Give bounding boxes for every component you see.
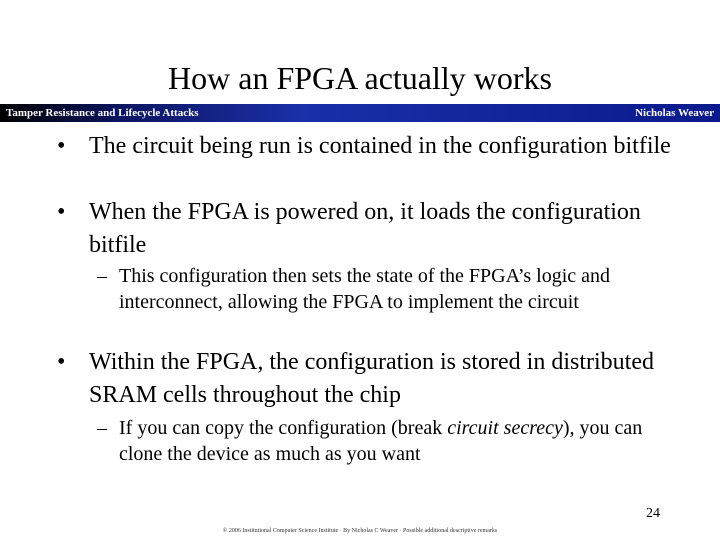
subbullet-text-before: If you can copy the configuration (break [119,417,448,439]
bullet-item-2 [57,196,677,262]
bullet-marker: • [57,133,66,159]
bullet-item-1 [57,130,677,163]
subbullet-text: This configuration then sets the state of the FPGA’s logic and interconnect, allowing the FPGA to implement the circuit [119,265,611,313]
subbullet-item-1 [97,263,677,315]
subbullet-marker: – [97,417,107,439]
slide-title: How an FPGA actually works [168,60,552,96]
bullet-marker: • [57,349,66,375]
bullet-text: When the FPGA is powered on, it loads the configuration bitfile [89,199,641,258]
subbullet-text [119,415,677,467]
emphasis-term: circuit secrecy [447,417,563,439]
bullet-item-3 [57,346,677,412]
subbullet-marker: – [97,265,107,287]
bullet-marker: • [57,199,66,225]
header-band-right-text: Nicholas Weaver [635,107,714,119]
footer-text: © 2006 Institutional Computer Science Institute · By Nicholas C Weaver · Possible additional descriptive remarks [222,528,498,534]
bullet-text: The circuit being run is contained in the configuration bitfile [89,133,671,159]
bullet-text: Within the FPGA, the configuration is stored in distributed SRAM cells throughout the chip [89,349,654,408]
page-number: 24 [646,506,660,521]
subbullet-item-2 [97,415,677,467]
header-band-left-text: Tamper Resistance and Lifecycle Attacks [6,107,199,119]
subbullet-text-after: ), you can clone the device as much as you want [119,417,643,465]
